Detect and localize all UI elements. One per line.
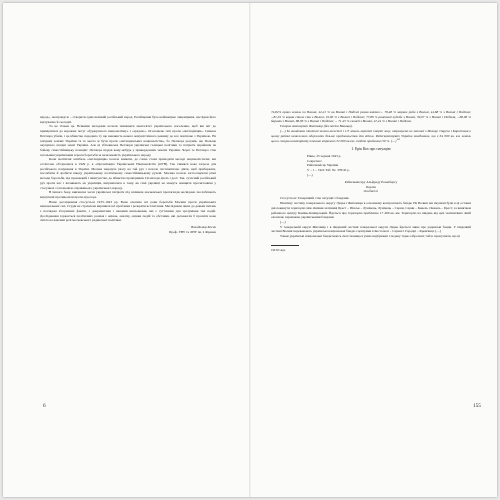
book-spread: [3, 3, 497, 497]
page-number-right: 155: [473, 403, 481, 409]
footnote: 190 Wi Арх.: [271, 247, 286, 252]
document-meta: Секретно!: [307, 158, 322, 163]
document-meta: V – 1 – 7422 Таб. Nr. 378/43 р.: [307, 168, 350, 173]
document-meta: Рівне, 25 червня 1943 р.: [307, 154, 342, 159]
left-text-column: [40, 115, 216, 235]
left-paragraph: Наше дослідження стосується 1933–1943 рр. Воно охопило всі роки боротьби Москви проти українських національних сил. Студія не стремлена вирішити всі проблеми і розкрити всі питання. Ми підняли лише до деяких питань з поглядом історичних фактів, з документами і нашими висновками, які є суттєвими для зрозуміння тих подій. Дослідження торкається політичних розмов і оцінок, аналізу, оцінки подій та обставин, які допомогли б пролити нове світло на важливі речі московської і радянської політики.: [40, 199, 216, 223]
document-body-paragraph: Також українські національні банди мають свої сховища в уміле вербуванні і подану тідне озброєнні; тобто пропускати, що ці: [280, 234, 460, 239]
right-page: [251, 3, 497, 497]
document-subject: Стосується: Теперішній стан ситуації з бандами.: [280, 196, 350, 201]
addressee: Особисто!: [363, 189, 379, 194]
region-heading: Генерал комісаріат Житомир (без міста Вінниця).: [280, 124, 353, 129]
document-body-paragraph: Північну частину генерального округу Луцьк і Житомира в основному контролюють банди. На Волині ми змушені були в ці останні дні покинути територію між лініями залізниці Брест – Пінськ – Лунінець, Лунінець – Сарни, Сарни – Ковель і Ковель – Брест; за винятком районного центру Камінь-Каширський. Йдеться про територію приблизно 17 400 кв. км. Територію на південь від цих залізничних ліній охоплено переважно українськими бандами.: [271, 201, 471, 220]
left-paragraph: Коли політичні загибель «петлюрівців» почала зникати, до слова стали приходити молоді націоналістичні, які остаточно об'єдналися в 1929 р. в «Організацію Українських Націоналістів (ОУН). Так з'явився нова загроза для російського панування в Україні. Москва звернула увагу на той рух і почала систематично діяти, щоб приборкати, послабити й зробити шкоду українському політичному самостійницькому рухові. Москва почала застосовувати різні методи боротьби, від провокацій і шпигунства, до вбивства провідників. Ці методи діють і досі. Так, сучасний російський рух проти нас і впливають на українців, витриматися в тому, як самі українці не можуть знищити протистояння у стосунках з гегемонією справжнього українського народу.: [40, 157, 216, 190]
footnote-reference: 190: [396, 139, 400, 142]
statistics-paragraph: 74,82% орних земель по Волині, 42,21 % на Волині і Поділлі разом взятих:... 76,48 % морних риби з Волині, 44,68 % з Волині і Поділля; ...81,01 % корма сіяних сіна з Волині, 19,96 % з Волині і Поділля; 77,86 % рантової худоби з Волині, 39,07 % з Волині і Поділля, ...68,96 % баранів з Волині, 68,06 % з Волині і Поділля; ... 71,45 % свиней з Волині, 47,44 % з Волині і Поділля.: [271, 110, 471, 124]
addressee: Райхскомісару Альфреду Розенбергу: [344, 179, 398, 184]
author-affiliation: Проф. УВУ та ЛНУ ім. І. Франка: [169, 229, 216, 234]
left-paragraph: В іншого боку, вивчаючи чесні українські патріоти під впливом московської пропаганди несвідомо послаблюють внутрішні противосили проти агресора.: [40, 190, 216, 199]
left-paragraph: народ», насправді ж – створити один великий російський народ. Російщення було неймовірно лицемірним, наслідки його відчуваємо й сьогодні.: [40, 115, 216, 124]
document-meta: Райхскомісар України: [307, 163, 339, 168]
document-heading: 1. Ерік Кох про ситуацію: [351, 146, 391, 151]
page-number-left: 6: [43, 403, 46, 409]
addressee: Берлін: [366, 184, 376, 189]
left-paragraph: Та не тільки це. Всякими методами почали змінювати менталітет українського населення, щоб він міг до приміритися до ворожих потуг «буржуазного націоналізму» і «зрадою». Оголошено світ проти «петлюрівців». Симеон Петлюра убили, і це вбивство породило ту ще ненависть нового комуністичного режиму до все пов'язане з Україною. На західних землях України та то могло ж бути проти «петлюрівських націоналістів», бо Петлюра розумів, що Польща окупувала західні землі України. Але ці збіговиська Петлюри українські галицькі політики та патріоти перейшли на бойову самостійницьку позицію: Петлюра віддав кому-небудь у прикордонних землях України. Через те Петлюра став загальним українським героєм боротьби за незалежність українського народу.: [40, 124, 216, 157]
author-signature: Володимир Косик: [191, 225, 216, 230]
footnote-divider: [271, 245, 299, 246]
report-paragraph: (....) За винятком північної зелено-лісистої і 1/3 земель вкритої смерті зону, отримуємо не меншої з Мозирі, Овруча і Коростеня в цьому районі неможливо одержати більше продовольства для військ. Райхскомісаріат України повідомляє, що з 64 000 кв. км. земель цього генерал-комісаріату повинно втрачено 32 000 кв.км., тобто приблизно 50 %. (....)$^{190}$: [271, 128, 471, 144]
left-page: [3, 3, 249, 497]
document-body-paragraph: (....): [280, 219, 286, 224]
right-text-column: [271, 110, 471, 252]
document-meta: (....): [307, 172, 313, 177]
document-body-paragraph: У генеральній окрузі Житомир і в південній частині генеральної округи Луцьк йдеться лише про радянські банди. У південній частині Волині переважають українські національні банди з центрами в Костополі – Сарнах і Городці – Крем'янці. (....): [271, 224, 471, 234]
